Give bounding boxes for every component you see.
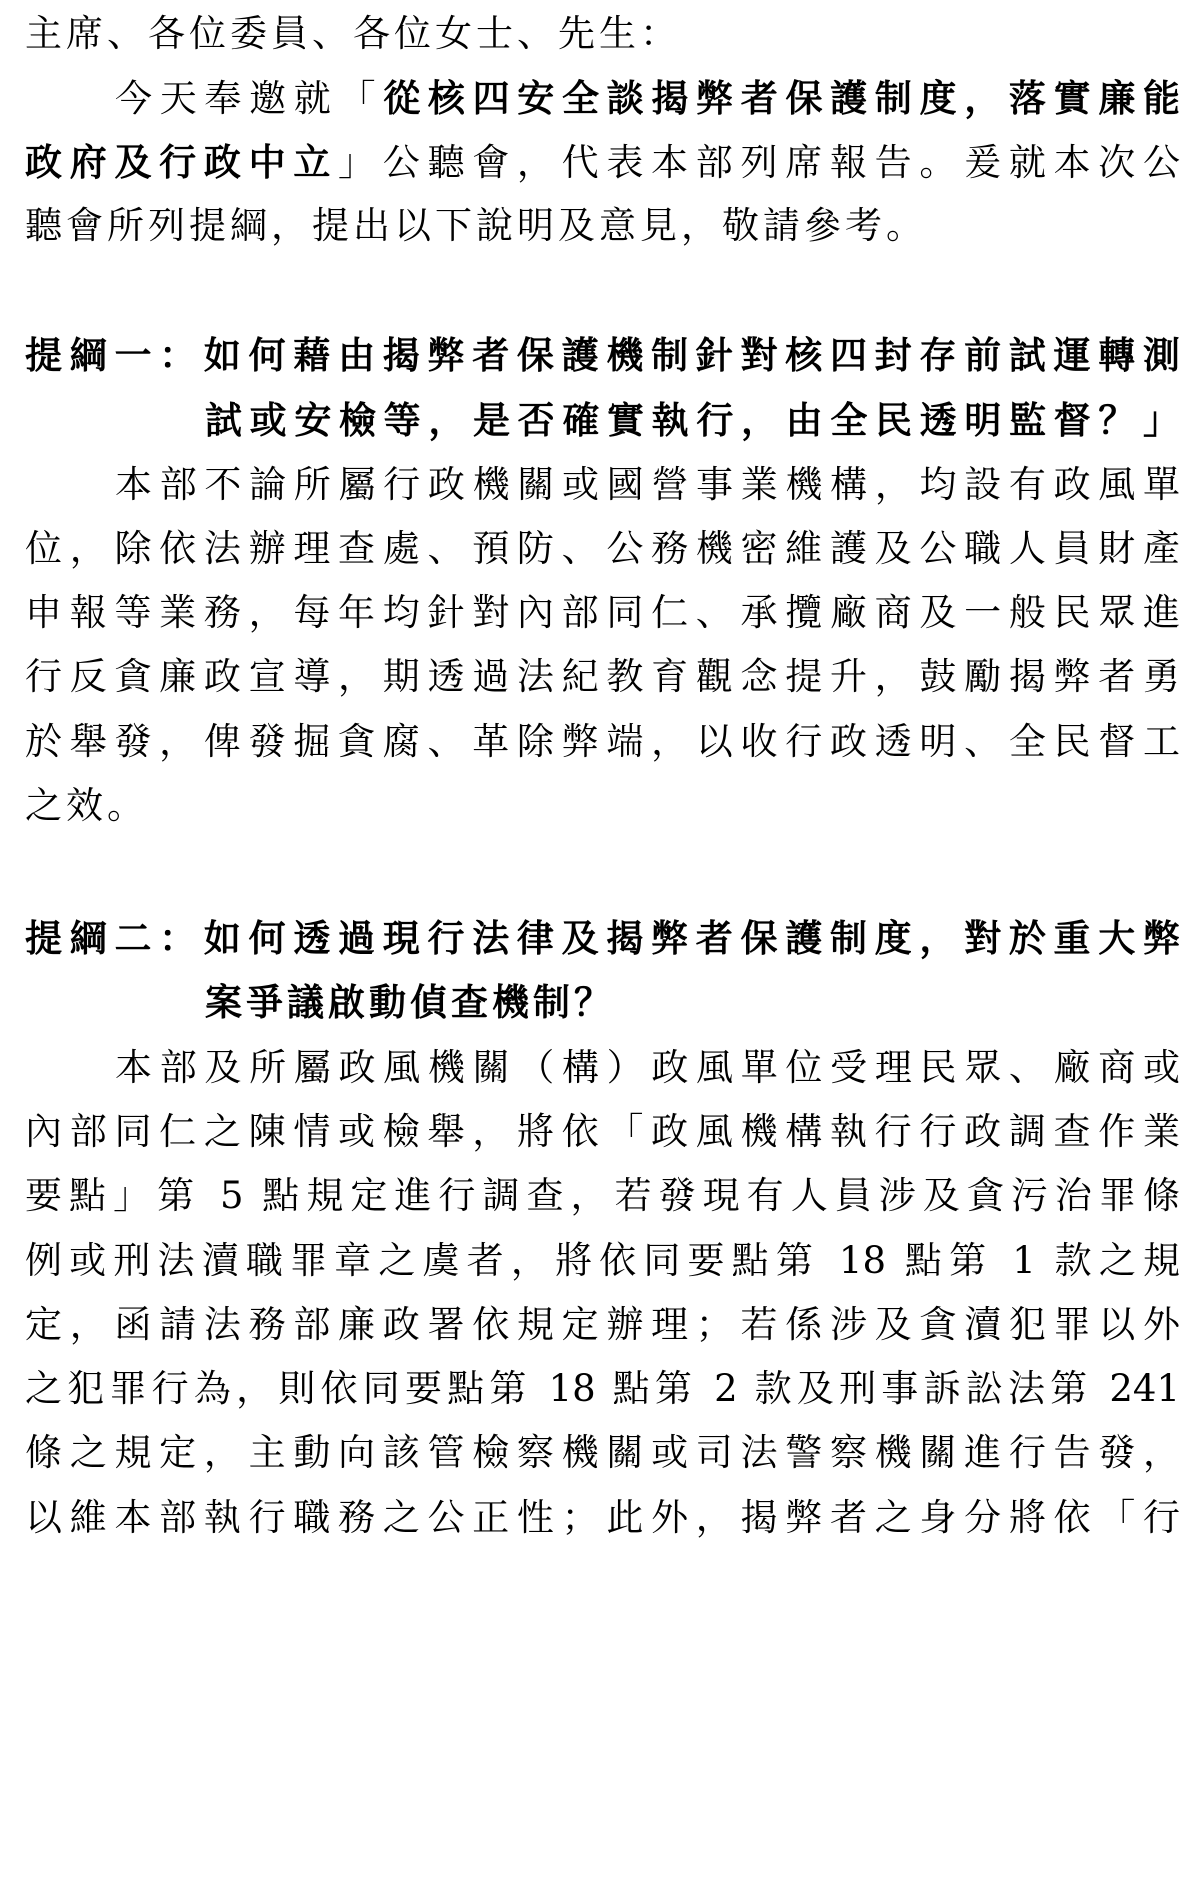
- section1-body-line: 之效。: [25, 784, 148, 827]
- section2-body-line: 本部及所屬政風機關（構）政風單位受理民眾、廠商或: [115, 1046, 1180, 1089]
- section2-body-line: 定，函請法務部廉政署依規定辦理；若係涉及貪瀆犯罪以外: [25, 1303, 1180, 1346]
- section1-heading-line-2: 試或安檢等，是否確實執行，由全民透明監督？」: [205, 398, 1180, 442]
- section1-body-line: 行反貪廉政宣導，期透過法紀教育觀念提升，鼓勵揭弊者勇: [25, 655, 1180, 698]
- section2-body-line: 內部同仁之陳情或檢舉，將依「政風機構執行行政調查作業: [25, 1110, 1180, 1153]
- section2-body-line: 條之規定，主動向該管檢察機關或司法警察機關進行告發，: [25, 1431, 1180, 1474]
- hearing-title-part-1: 從核四安全談揭弊者保護制度，落實廉能: [383, 76, 1180, 120]
- section1-heading-line-1: 提綱一：如何藉由揭弊者保護機制針對核四封存前試運轉測: [25, 333, 1180, 377]
- section1-body-line: 本部不論所屬行政機關或國營事業機構，均設有政風單: [115, 463, 1180, 506]
- section1-body-line: 申報等業務，每年均針對內部同仁、承攬廠商及一般民眾進: [25, 591, 1180, 634]
- intro-line-3: 聽會所列提綱，提出以下說明及意見，敬請參考。: [25, 204, 927, 247]
- intro-continuation: 」公聽會，代表本部列席報告。爰就本次公: [338, 141, 1180, 184]
- section2-heading-line-1: 提綱二：如何透過現行法律及揭弊者保護制度，對於重大弊: [25, 916, 1180, 960]
- section2-body-line: 之犯罪行為，則依同要點第 18 點第 2 款及刑事訴訟法第 241: [25, 1367, 1180, 1410]
- section2-body-line: 要點」第 5 點規定進行調查，若發現有人員涉及貪污治罪條: [25, 1174, 1180, 1217]
- intro-prefix: 今天奉邀就「: [115, 77, 384, 120]
- salutation: 主席、各位委員、各位女士、先生：: [25, 12, 681, 55]
- section1-body-line: 位，除依法辦理查處、預防、公務機密維護及公職人員財產: [25, 527, 1180, 570]
- intro-line-1: [115, 70, 1180, 126]
- intro-line-2: [25, 134, 1180, 190]
- section2-body-line: 以維本部執行職務之公正性；此外，揭弊者之身分將依「行: [25, 1496, 1180, 1539]
- hearing-title-part-2: 政府及行政中立: [25, 140, 339, 184]
- section2-heading-line-2: 案爭議啟動偵查機制？: [205, 980, 615, 1024]
- section2-body-line: 例或刑法瀆職罪章之虞者，將依同要點第 18 點第 1 款之規: [25, 1239, 1180, 1282]
- section1-body-line: 於舉發，俾發掘貪腐、革除弊端，以收行政透明、全民督工: [25, 720, 1180, 763]
